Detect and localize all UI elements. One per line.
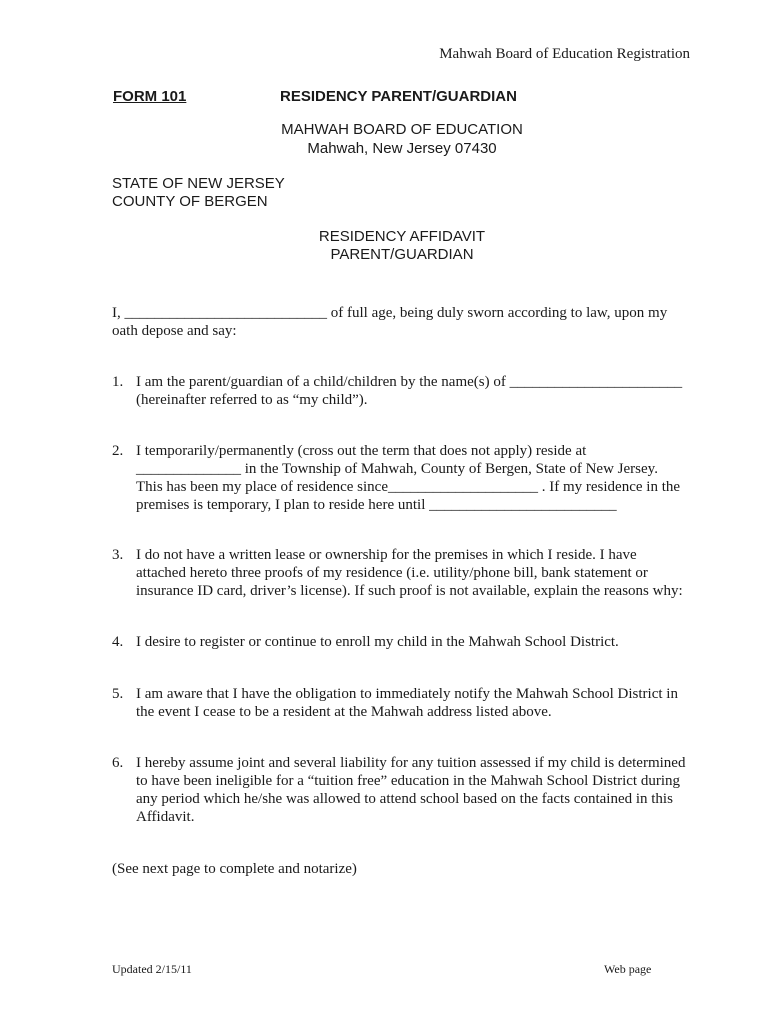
- item-number: 3.: [112, 547, 124, 563]
- registration-header: Mahwah Board of Education Registration: [439, 46, 690, 62]
- affidavit-title: RESIDENCY AFFIDAVIT: [318, 228, 486, 245]
- item-number: 1.: [112, 374, 124, 390]
- item-line: I desire to register or continue to enroll my child in the Mahwah School District.: [136, 634, 619, 650]
- item-line: Affidavit.: [136, 809, 195, 825]
- footer-source: Web page: [604, 962, 652, 976]
- form-title: RESIDENCY PARENT/GUARDIAN: [280, 88, 517, 105]
- item-line: insurance ID card, driver’s license). If such proof is not available, explain the reasons why:: [136, 583, 683, 599]
- item-line: I temporarily/permanently (cross out the term that does not apply) reside at: [136, 443, 587, 459]
- item-line: to have been ineligible for a “tuition free” education in the Mahwah School District during: [136, 773, 680, 789]
- item-line: I do not have a written lease or ownership for the premises in which I reside. I have: [136, 547, 637, 563]
- affidavit-subtitle: PARENT/GUARDIAN: [330, 246, 474, 263]
- item-line: ______________ in the Township of Mahwah, County of Bergen, State of New Jersey.: [136, 461, 658, 477]
- closing-note: (See next page to complete and notarize): [112, 861, 357, 877]
- item-line: I hereby assume joint and several liability for any tuition assessed if my child is determined: [136, 755, 686, 771]
- item-line: I am aware that I have the obligation to immediately notify the Mahwah School District in: [136, 686, 678, 702]
- intro-paragraph: [112, 304, 692, 340]
- county-label: COUNTY OF BERGEN: [112, 193, 268, 210]
- item-line: any period which he/she was allowed to attend school based on the facts contained in this: [136, 791, 673, 807]
- item-line: the event I cease to be a resident at the Mahwah address listed above.: [136, 704, 552, 720]
- board-address: Mahwah, New Jersey 07430: [307, 140, 497, 157]
- item-line: premises is temporary, I plan to reside here until _________________________: [136, 497, 617, 513]
- state-label: STATE OF NEW JERSEY: [112, 175, 285, 192]
- intro-line: I, ___________________________ of full age, being duly sworn according to law, upon my: [112, 305, 668, 321]
- intro-line: oath depose and say:: [112, 323, 237, 339]
- item-number: 6.: [112, 755, 124, 771]
- item-line: attached hereto three proofs of my residence (i.e. utility/phone bill, bank statement or: [136, 565, 648, 581]
- form-number: FORM 101: [113, 88, 187, 105]
- item-number: 4.: [112, 634, 124, 650]
- item-line: I am the parent/guardian of a child/children by the name(s) of _______________________: [136, 374, 683, 390]
- item-line: This has been my place of residence since____________________ . If my residence in the: [136, 479, 681, 495]
- item-number: 2.: [112, 443, 124, 459]
- footer-updated: Updated 2/15/11: [112, 962, 192, 976]
- board-name: MAHWAH BOARD OF EDUCATION: [281, 121, 523, 138]
- item-number: 5.: [112, 686, 124, 702]
- item-line: (hereinafter referred to as “my child”).: [136, 392, 368, 408]
